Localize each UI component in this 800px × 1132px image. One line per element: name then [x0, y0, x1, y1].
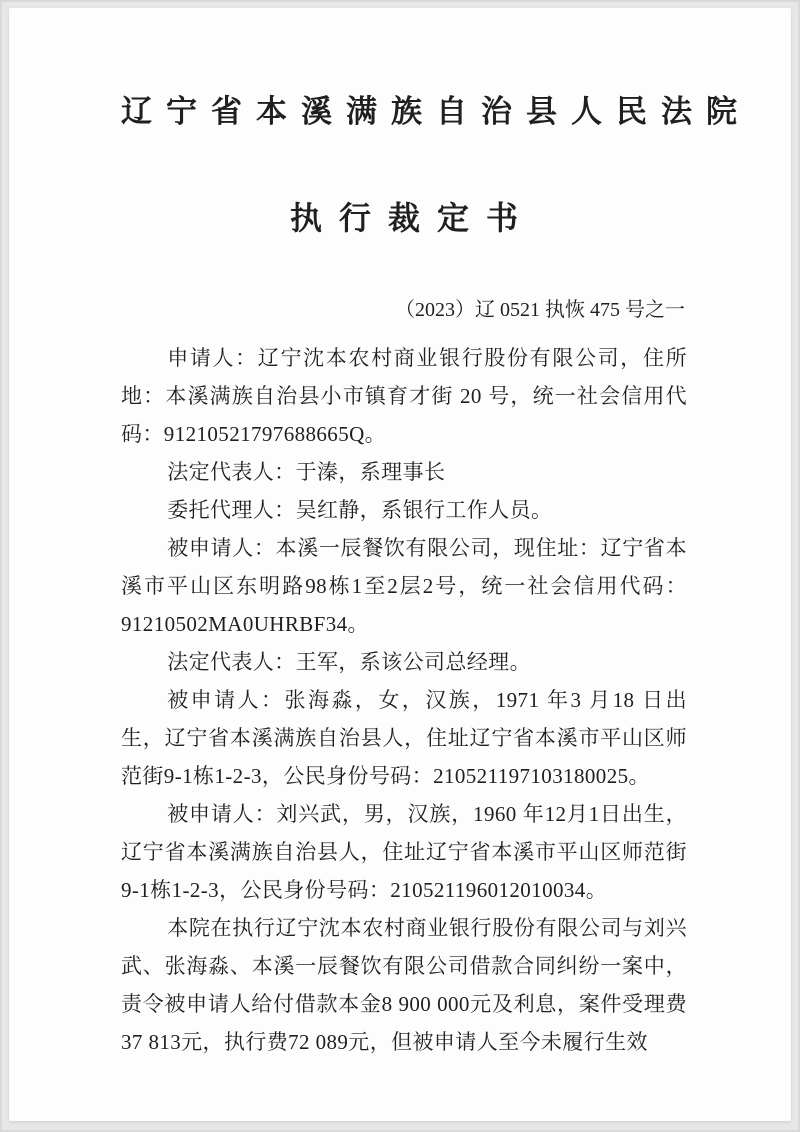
court-name-heading: 辽宁省本溪满族自治县人民法院 [121, 94, 751, 129]
document-title-heading: 执行裁定书 [289, 200, 535, 236]
paragraph-respondent-liu: 被申请人：刘兴武，男，汉族，1960 年12月1日出生，辽宁省本溪满族自治县人，住址辽宁省本溪市平山区师范街9-1栋1-2-3，公民身份号码：210521196012010034。 [121, 802, 687, 902]
paragraph-respondent-zhang: 被申请人：张海淼，女，汉族，1971 年3 月18 日出生，辽宁省本溪满族自治县人，住址辽宁省本溪市平山区师范街9-1栋1-2-3，公民身份号码：210521197103180025。 [121, 688, 687, 788]
case-number: （2023）辽 0521 执恢 475 号之一 [395, 299, 685, 321]
document-page [9, 8, 791, 1121]
paragraph-applicant: 申请人：辽宁沈本农村商业银行股份有限公司，住所地：本溪满族自治县小市镇育才街 20 号，统一社会信用代码：91210521797688665Q。 [121, 346, 687, 446]
document-body [121, 339, 687, 1061]
paragraph-company-legal-rep: 法定代表人：王军，系该公司总经理。 [167, 650, 531, 674]
paragraph-case-summary: 本院在执行辽宁沈本农村商业银行股份有限公司与刘兴武、张海淼、本溪一辰餐饮有限公司借款合同纠纷一案中，责令被申请人给付借款本金8 900 000元及利息，案件受理费37 813元，执行费72 089元，但被申请人至今未履行生效 [121, 916, 687, 1054]
paragraph-bank-agent: 委托代理人：吴红静，系银行工作人员。 [167, 498, 553, 522]
paragraph-respondent-company: 被申请人：本溪一辰餐饮有限公司，现住址：辽宁省本溪市平山区东明路98栋1至2层2号，统一社会信用代码：91210502MA0UHRBF34。 [121, 536, 687, 636]
paragraph-bank-legal-rep: 法定代表人：于溱，系理事长 [167, 460, 446, 484]
